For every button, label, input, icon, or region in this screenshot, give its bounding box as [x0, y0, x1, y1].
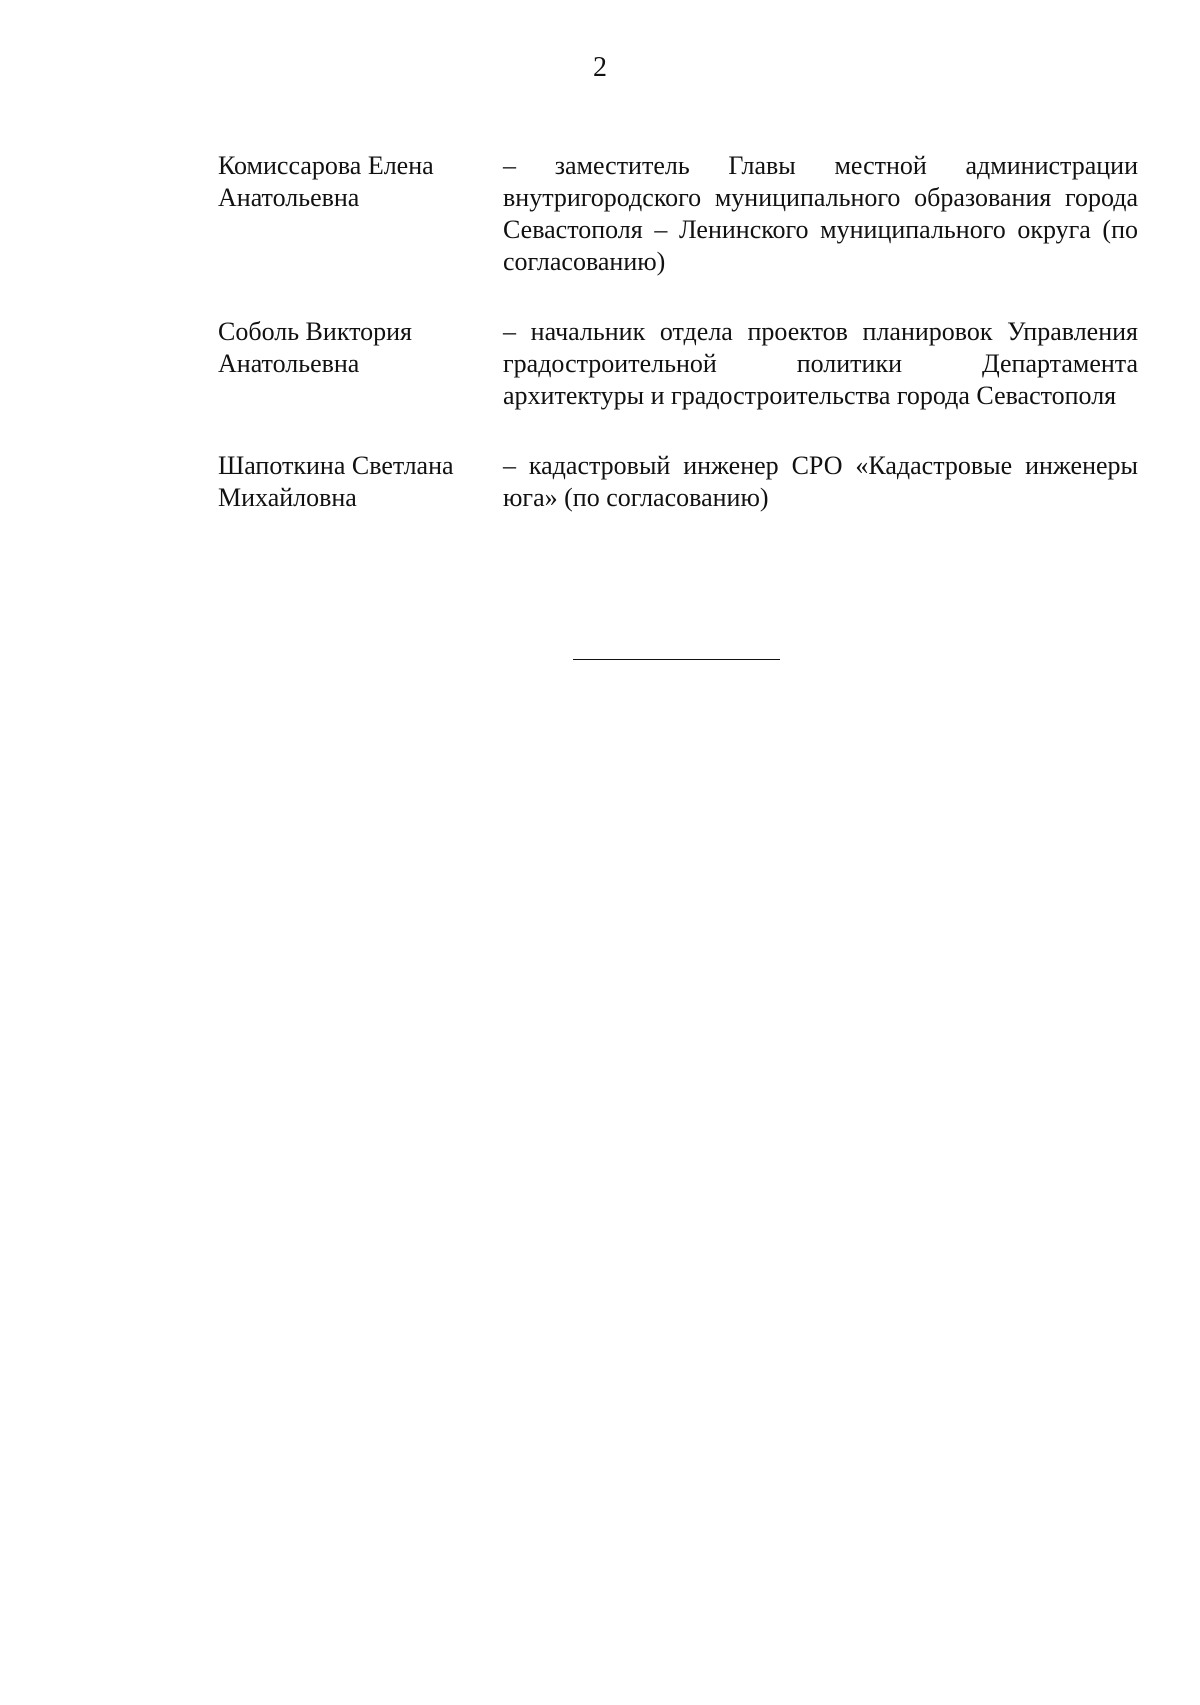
page-number: 2: [593, 52, 607, 83]
member-row: [218, 316, 1138, 412]
member-surname-first: Шапоткина Светлана: [218, 451, 454, 480]
member-name: [218, 450, 503, 514]
member-role: – заместитель Главы местной администрации внутригородского муниципального образования города Севастополя – Ленинского муниципального округа (по согласованию): [503, 151, 1138, 276]
member-row: [218, 150, 1138, 278]
member-patronymic: Михайловна: [218, 483, 357, 512]
member-patronymic: Анатольевна: [218, 183, 360, 212]
member-name: [218, 316, 503, 380]
member-surname-first: Соболь Виктория: [218, 317, 412, 346]
member-name: [218, 150, 503, 214]
member-surname-first: Комиссарова Елена: [218, 151, 434, 180]
end-of-list-rule: [573, 659, 780, 660]
member-role: – кадастровый инженер СРО «Кадастровые инженеры юга» (по согласованию): [503, 451, 1138, 512]
members-list: [218, 150, 1138, 552]
member-patronymic: Анатольевна: [218, 349, 360, 378]
member-row: [218, 450, 1138, 514]
member-role: – начальник отдела проектов планировок Управления градостроительной политики Департамента архитектуры и градостроительства города Севастополя: [503, 317, 1138, 410]
